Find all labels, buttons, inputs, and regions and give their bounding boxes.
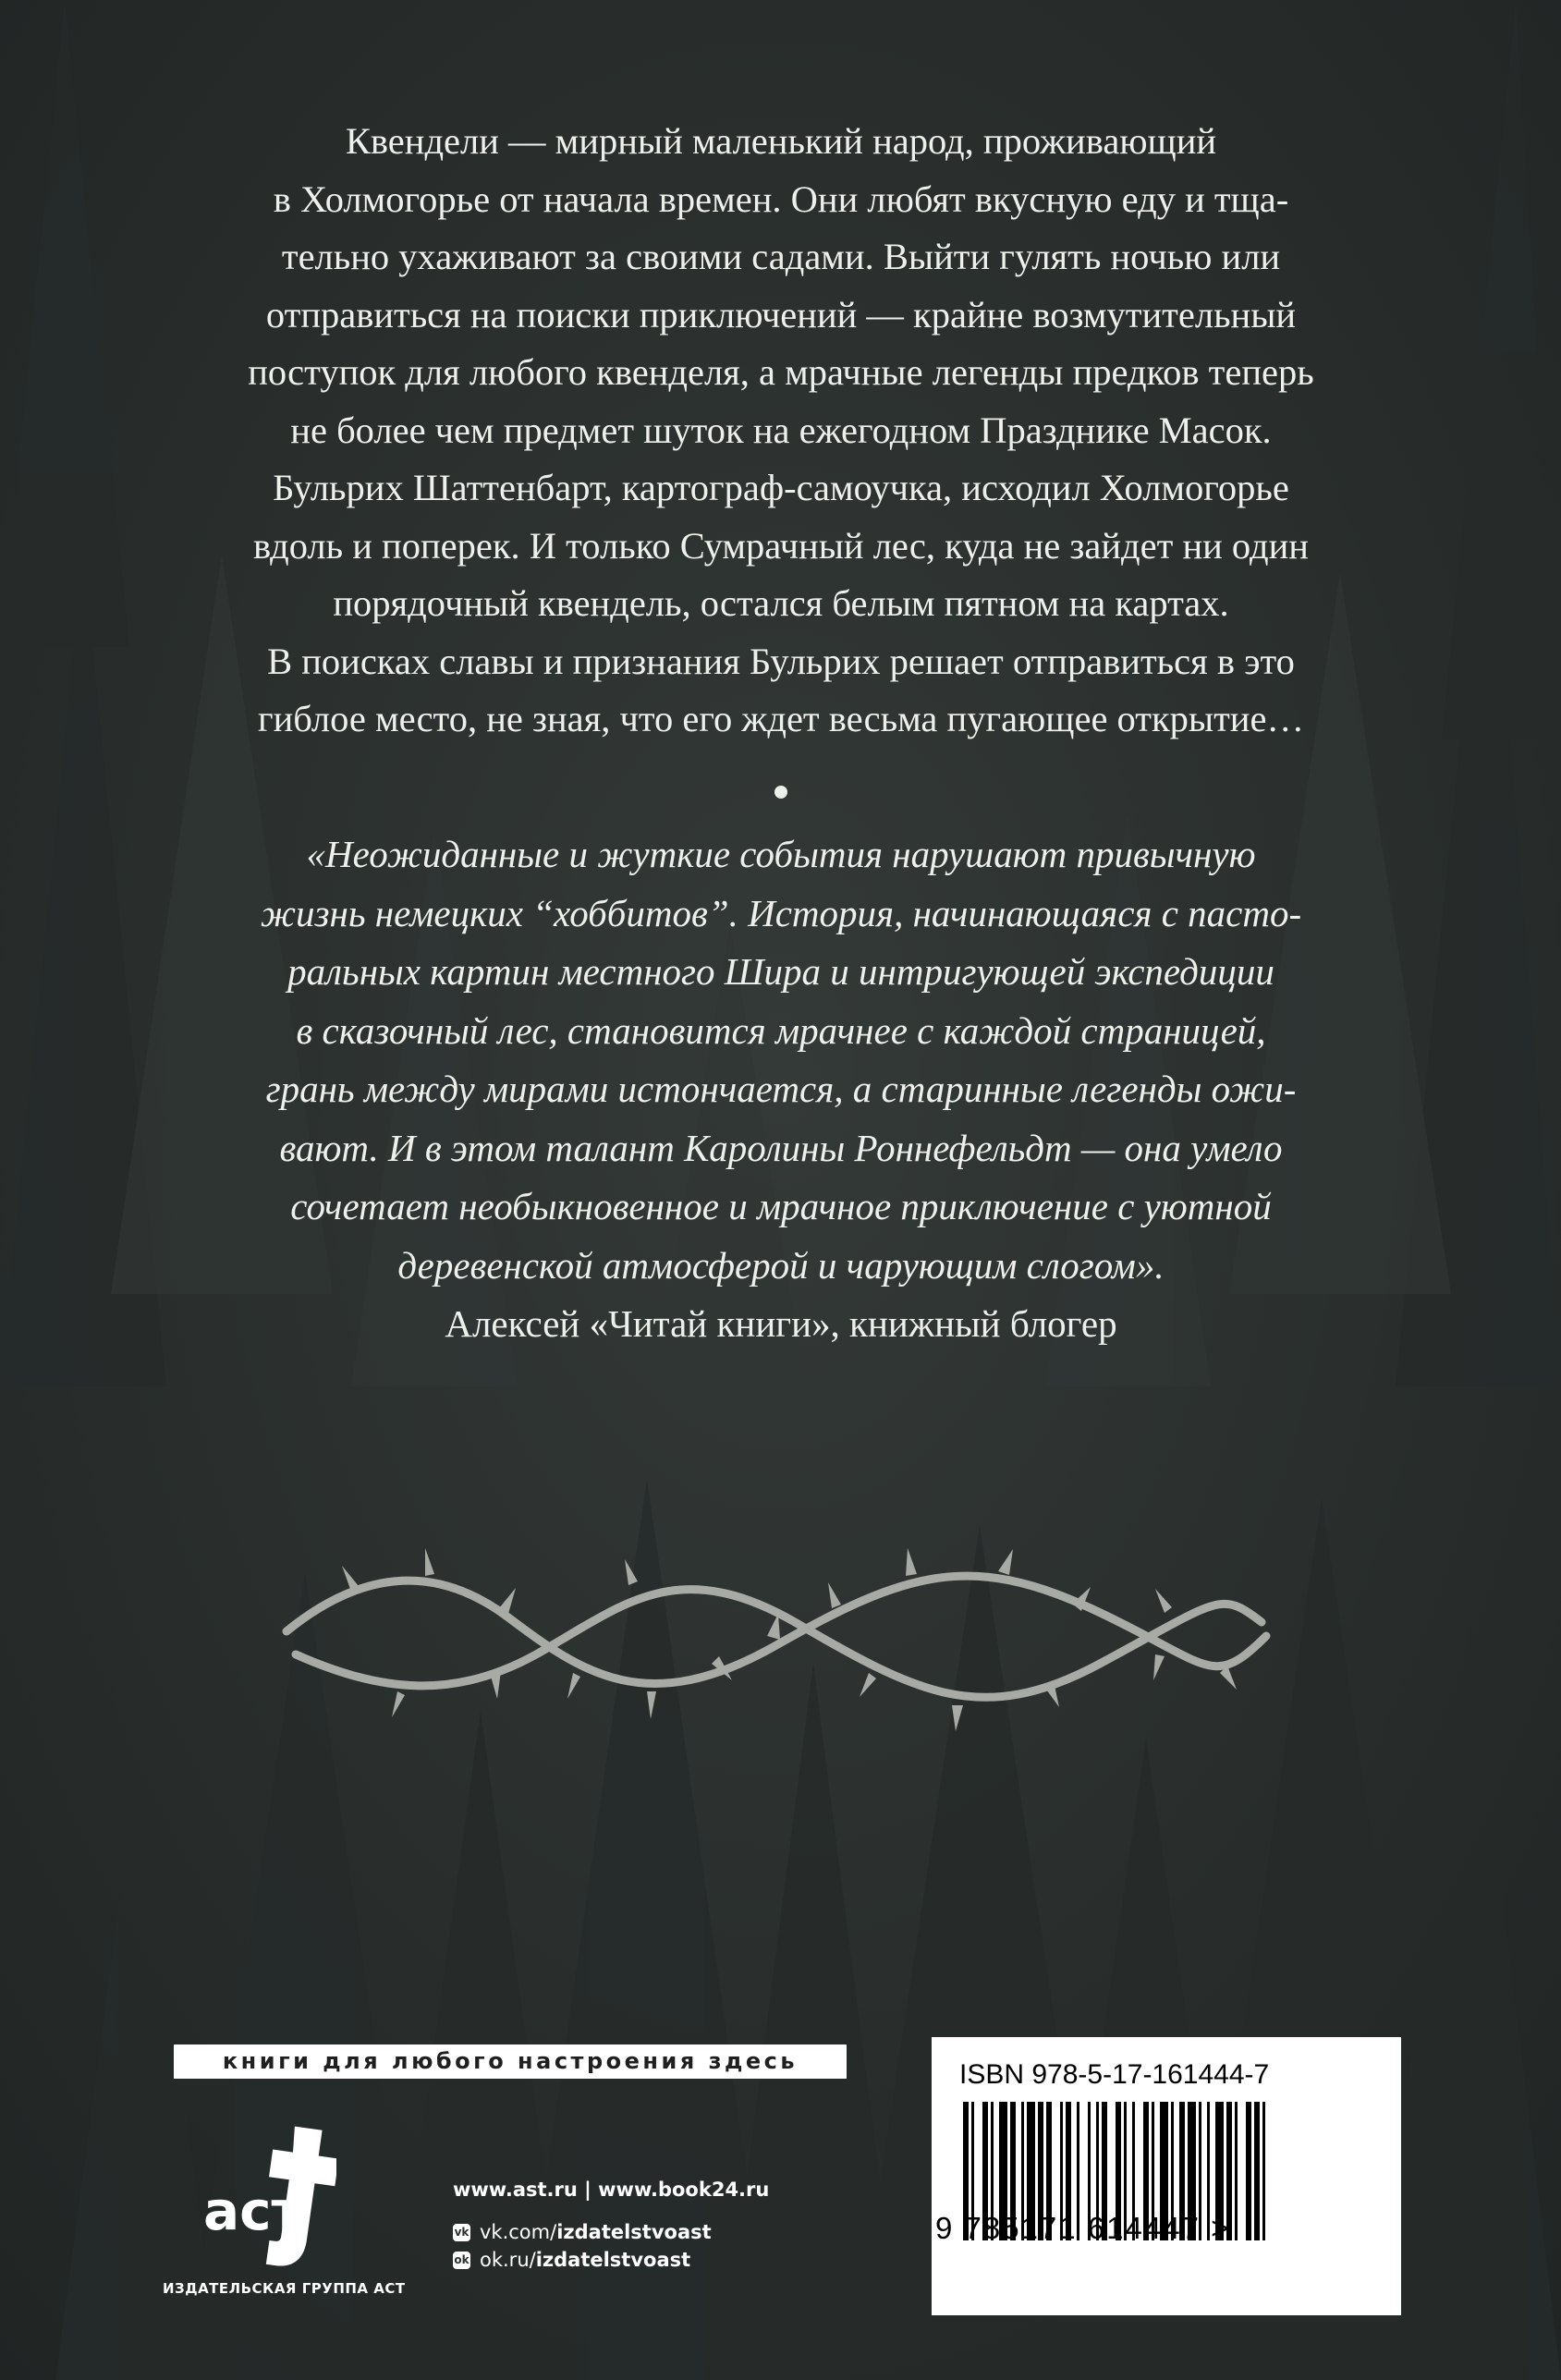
review-line: «Неожиданные и жуткие события нарушают привычную bbox=[306, 833, 1256, 875]
isbn-number: ISBN 978-5-17-161444-7 bbox=[959, 2059, 1270, 2090]
review-line: в сказочный лес, становится мрачнее с каждой страницей, bbox=[296, 1008, 1266, 1052]
vk-prefix: vk.com/ bbox=[480, 2221, 557, 2243]
synopsis-line: гиблое место, не зная, что его ждет весьма пугающее открытие… bbox=[258, 698, 1304, 739]
isbn-barcode-box bbox=[932, 2037, 1401, 2315]
synopsis-line: Бульрих Шаттенбарт, картограф-самоучка, исходил Холмогорье bbox=[273, 467, 1289, 508]
publisher-caption: ИЗДАТЕЛЬСКАЯ ГРУППА АСТ bbox=[163, 2280, 406, 2297]
synopsis-line: отправиться на поиски приключений — крайне возмутительный bbox=[265, 293, 1297, 336]
ast-logo-icon bbox=[198, 2118, 336, 2271]
review-line: ральных картин местного Шира и интригующей экспедиции bbox=[287, 950, 1274, 993]
site-separator: | bbox=[584, 2179, 591, 2201]
ean-digits: 9 785171 614447 > bbox=[935, 2211, 1231, 2245]
vk-link[interactable] bbox=[453, 2221, 769, 2243]
synopsis-line: в Холмогорье от начала времен. Они любят вкусную еду и тща- bbox=[273, 177, 1289, 220]
synopsis-line: поступок для любого квенделя, а мрачные легенды предков теперь bbox=[248, 351, 1314, 393]
site-link-book24[interactable]: www.book24.ru bbox=[598, 2179, 770, 2201]
logo-text: аст bbox=[203, 2179, 303, 2242]
synopsis-text bbox=[139, 113, 1423, 749]
review-line: грань между мирами истончается, а старинные легенды ожи- bbox=[265, 1068, 1297, 1110]
vk-handle: izdatelstvoast bbox=[556, 2221, 712, 2243]
section-bullet bbox=[774, 786, 787, 799]
site-link-ast[interactable]: www.ast.ru bbox=[453, 2179, 578, 2201]
review-author: Алексей «Читай книги», книжный блогер bbox=[445, 1302, 1117, 1345]
synopsis-line: тельно ухаживают за своими садами. Выйти гулять ночью или bbox=[281, 236, 1281, 277]
review-line: жизнь немецких “хоббитов”. История, начинающаяся с пасто- bbox=[260, 891, 1302, 934]
synopsis-line: не более чем предмет шуток на ежегодном Празднике Масок. bbox=[290, 409, 1272, 451]
synopsis-line: Квендели — мирный маленький народ, проживающий bbox=[345, 120, 1217, 162]
publisher-links bbox=[453, 2179, 769, 2271]
vk-icon: vk bbox=[453, 2224, 470, 2241]
ok-icon: ok bbox=[453, 2252, 470, 2269]
synopsis-line: вдоль и поперек. И только Сумрачный лес, куда не зайдет ни один bbox=[253, 524, 1309, 567]
review-line: сочетает необыкновенное и мрачное приключение с уютной bbox=[290, 1185, 1272, 1227]
publisher-slogan: книги для любого настроения здесь bbox=[174, 2044, 847, 2079]
ok-handle: izdatelstvoast bbox=[535, 2249, 691, 2271]
ok-prefix: ok.ru/ bbox=[480, 2249, 536, 2271]
review-quote bbox=[139, 825, 1423, 1354]
ok-link[interactable] bbox=[453, 2249, 769, 2271]
review-line: деревенской атмосферой и чарующим слогом». bbox=[397, 1243, 1165, 1287]
website-links bbox=[453, 2179, 769, 2201]
review-line: вают. И в этом талант Каролины Роннефельдт — она умело bbox=[279, 1126, 1283, 1169]
thorn-vine-ornament bbox=[277, 1534, 1275, 1747]
synopsis-line: В поисках славы и признания Бульрих решает отправиться в это bbox=[267, 640, 1295, 682]
synopsis-line: порядочный квендель, остался белым пятном на картах. bbox=[333, 582, 1229, 624]
